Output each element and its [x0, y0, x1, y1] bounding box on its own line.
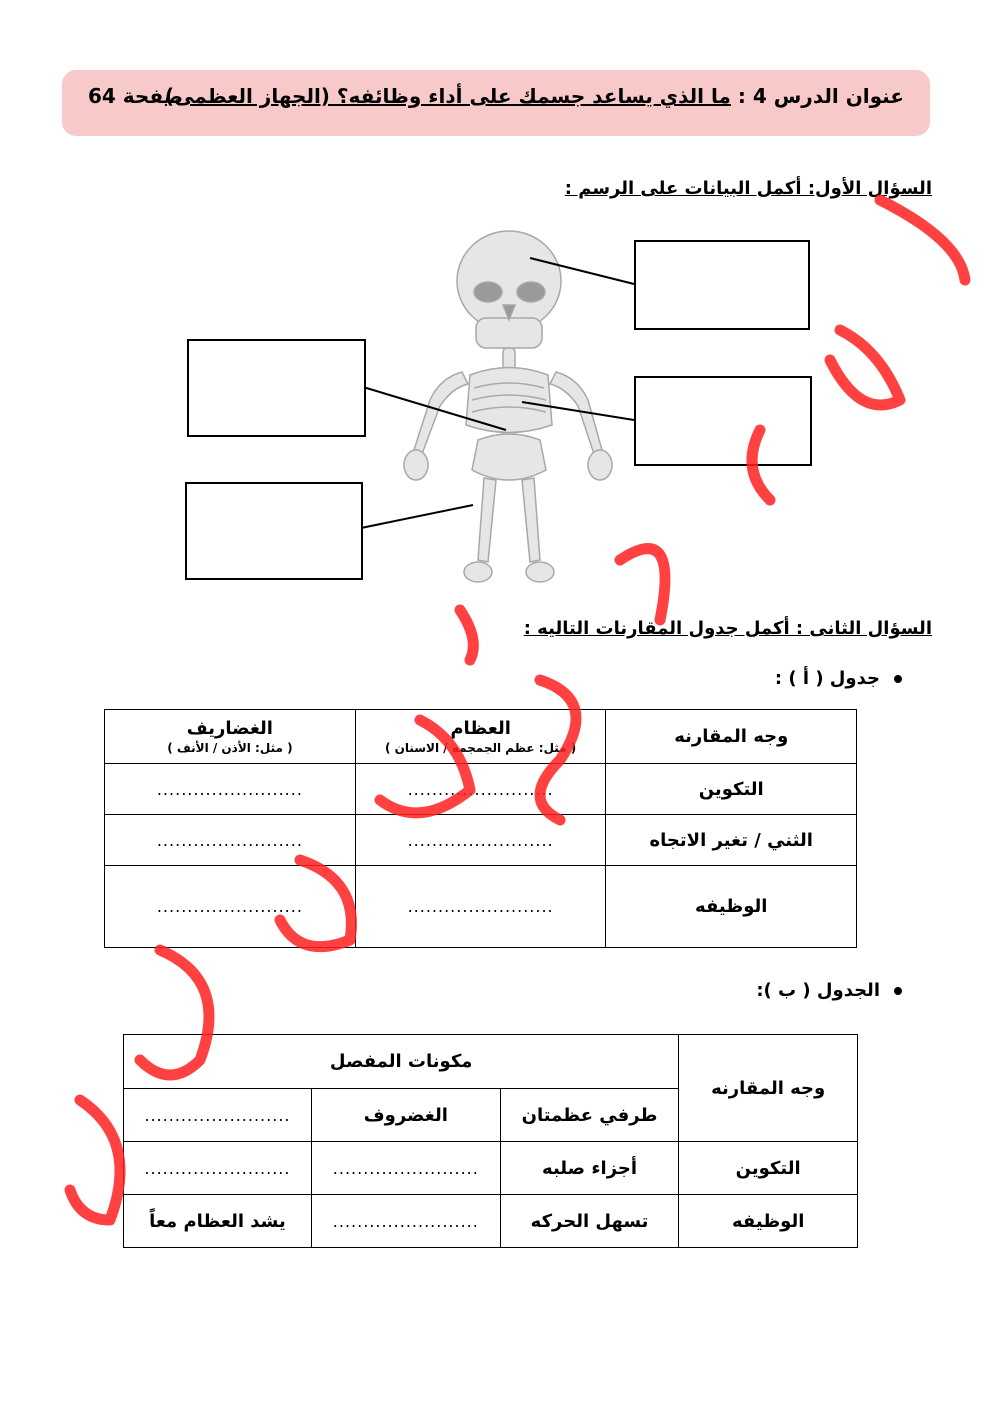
table-b-header-compare: وجه المقارنه: [679, 1035, 858, 1142]
left-arm-shape: [414, 372, 468, 454]
table-row: [105, 710, 857, 764]
table-row: [124, 1142, 858, 1195]
table-b-header-cartilage: الغضروف: [311, 1089, 500, 1142]
row-label: التكوين: [606, 764, 857, 815]
left-eye-socket: [474, 282, 502, 302]
ligament-value: يشد العظام معاً: [124, 1195, 312, 1248]
right-hand-shape: [588, 450, 612, 480]
cartilage-answer-blank[interactable]: ........................: [311, 1142, 500, 1195]
table-a-caption: جدول ( أ ) :: [774, 668, 880, 689]
pelvis-shape: [472, 434, 546, 480]
leg-label-box[interactable]: [185, 482, 363, 580]
row-label: التكوين: [679, 1142, 858, 1195]
bullet-dot-icon: [894, 987, 902, 995]
table-b-header-blank[interactable]: ........................: [124, 1089, 312, 1142]
bones-heading: العظام: [450, 718, 511, 739]
table-a-header-cartilage: [105, 710, 356, 764]
row-label: الوظيفه: [679, 1195, 858, 1248]
table-b-bullet: [756, 980, 902, 1001]
jaw-shape: [476, 318, 542, 348]
table-b-caption: الجدول ( ب ):: [756, 980, 880, 1001]
left-hand-shape: [404, 450, 428, 480]
table-row: [124, 1035, 858, 1089]
question-2-title: السؤال الثانى : أكمل جدول المقارنات التاليه :: [523, 618, 932, 639]
skull-label-box[interactable]: [634, 240, 810, 330]
cartilage-answer-blank[interactable]: ........................: [105, 866, 356, 948]
ribs-label-box[interactable]: [634, 376, 812, 466]
bones-answer-blank[interactable]: ........................: [355, 866, 606, 948]
third-answer-blank[interactable]: ........................: [124, 1142, 312, 1195]
table-row: [105, 866, 857, 948]
bones-answer-blank[interactable]: ........................: [355, 764, 606, 815]
table-b-header-bone-ends: طرفي عظمتان: [500, 1089, 679, 1142]
bullet-dot-icon: [894, 675, 902, 683]
bones-answer-blank[interactable]: ........................: [355, 815, 606, 866]
right-leg-shape: [522, 478, 540, 562]
cartilage-answer-blank[interactable]: ........................: [105, 815, 356, 866]
cartilage-example: ( مثل: الأذن / الأنف ): [167, 741, 293, 755]
left-leg-shape: [478, 478, 496, 562]
cartilage-answer-blank[interactable]: ........................: [105, 764, 356, 815]
question-1-title: السؤال الأول: أكمل البيانات على الرسم :: [564, 178, 932, 199]
bones-example: ( مثل: عظم الجمجمه / الاسنان ): [384, 741, 577, 755]
row-label: الثني / تغير الاتجاه: [606, 815, 857, 866]
lesson-topic: ما الذي يساعد جسمك على أداء وظائفه؟ (الجهاز العظمى): [164, 84, 731, 108]
leg-leader-line: [361, 505, 473, 528]
lesson-number: عنوان الدرس 4 :: [730, 84, 904, 108]
left-foot-shape: [464, 562, 492, 582]
page-number: صفحة 64: [88, 84, 184, 108]
cartilage-answer-blank[interactable]: ........................: [311, 1195, 500, 1248]
row-label: الوظيفه: [606, 866, 857, 948]
bone-ends-value: أجزاء صلبه: [500, 1142, 679, 1195]
comparison-table-b: [123, 1034, 858, 1248]
table-a-header-bones: [355, 710, 606, 764]
right-eye-socket: [517, 282, 545, 302]
spine-label-box[interactable]: [187, 339, 366, 437]
table-row: [105, 815, 857, 866]
bone-ends-value: تسهل الحركه: [500, 1195, 679, 1248]
right-foot-shape: [526, 562, 554, 582]
table-row: [124, 1195, 858, 1248]
comparison-table-a: [104, 709, 857, 948]
cartilage-heading: الغضاريف: [186, 718, 273, 739]
table-a-header-compare: وجه المقارنه: [606, 710, 857, 764]
table-row: [105, 764, 857, 815]
table-a-bullet: [775, 668, 902, 689]
table-b-header-joint-components: مكونات المفصل: [124, 1035, 679, 1089]
